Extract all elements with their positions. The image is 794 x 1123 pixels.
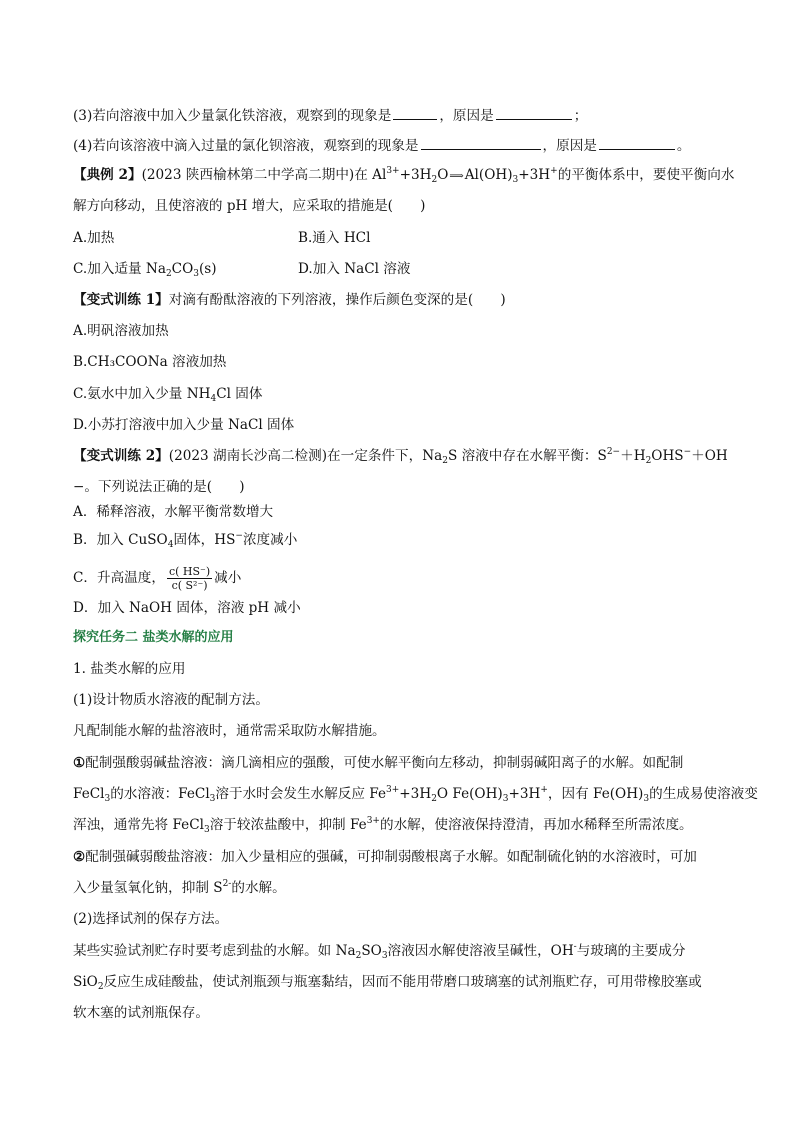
subscript: 3 <box>209 794 216 804</box>
option-d: D．加入 NaOH 固体，溶液 pH 减小 <box>73 600 301 616</box>
charge: 3+ <box>386 166 400 176</box>
task-2-p4-line1 <box>73 847 734 867</box>
option-c-text: CO <box>171 261 194 277</box>
question-3-mid: ，原因是 <box>439 108 494 124</box>
charge: 3+ <box>386 785 400 795</box>
variant-2-option-d <box>73 598 734 618</box>
paragraph-text: (2)选择试剂的保存方法。 <box>73 911 229 927</box>
subscript: 2 <box>645 456 652 466</box>
variant-2-option-c <box>73 562 734 594</box>
variant-1-option-b <box>73 352 734 372</box>
task-2-p3-line1 <box>73 753 734 773</box>
question-4-text: (4)若向该溶液中滴入过量的氯化钡溶液，观察到的现象是 <box>73 138 419 154</box>
formula-part: +3H <box>518 167 551 183</box>
task-2-p6-line2 <box>73 972 734 994</box>
subscript: 3 <box>203 825 210 835</box>
formula-part: SO <box>361 943 382 959</box>
option-a: A.明矾溶液加热 <box>73 323 169 339</box>
variant-2-stem <box>73 446 734 468</box>
task-2-item1 <box>73 659 734 679</box>
paragraph-text: 溶液因水解使溶液呈碱性，OH <box>387 943 574 959</box>
subscript: 3 <box>381 951 388 961</box>
paragraph-text: 配制强碱弱酸盐溶液：加入少量相应的强碱，可抑制弱酸根离子水解。如配制硫化钠的水溶液时，可加 <box>85 849 697 865</box>
task-2-p6-line1 <box>73 941 734 963</box>
variant-2-option-a <box>73 502 734 522</box>
question-4-suffix: 。 <box>676 138 691 154</box>
variant-1-option-c <box>73 384 734 406</box>
paragraph-text: 某些实验试剂贮存时要考虑到盐的水解。如 Na <box>73 943 356 959</box>
list-marker: ② <box>73 849 86 865</box>
charge: − <box>683 447 692 457</box>
question-3-text: (3)若向溶液中加入少量氯化铁溶液，观察到的现象是 <box>73 108 392 124</box>
equilibrium-arrow: ⟹ <box>449 171 464 182</box>
paragraph-text: ，因有 Fe(OH) <box>547 786 644 802</box>
example-2-options-row1 <box>73 228 734 248</box>
paragraph-text: 的生成易使溶液变 <box>649 786 758 802</box>
variant-2-option-b <box>73 530 734 552</box>
variant-1-option-d <box>73 415 734 435</box>
section-heading: 探究任务二 盐类水解的应用 <box>73 630 234 645</box>
option-b-text: 浓度减小 <box>242 532 298 548</box>
task-2-p3-line2 <box>73 784 758 806</box>
subscript: 2 <box>442 456 448 466</box>
task-2-p4-line2 <box>73 878 734 900</box>
example-2-text: 的平衡体系中，要使平衡向水 <box>557 167 735 183</box>
paragraph-text: 凡配制能水解的盐溶液时，通常需采取防水解措施。 <box>73 723 386 739</box>
subscript: 2 <box>165 269 172 279</box>
fraction-denominator: c( S²⁻) <box>171 579 208 592</box>
variant-1-stem <box>73 290 734 310</box>
concentration-ratio <box>167 565 212 592</box>
option-c-text: Cl 固体 <box>216 386 263 402</box>
option-c-text: (s) <box>198 261 217 277</box>
subscript: 3 <box>643 794 650 804</box>
charge: 2− <box>606 447 621 457</box>
variant-2-text: (2023 湖南长沙高二检测)在一定条件下，Na <box>168 448 443 464</box>
formula-part: O <box>437 167 449 183</box>
subscript: 2 <box>355 951 362 961</box>
paragraph-text: 浑浊，通常先将 FeCl <box>73 817 204 833</box>
question-4-mid: ，原因是 <box>542 138 597 154</box>
subscript: 2 <box>431 794 437 804</box>
subscript: 4 <box>210 394 217 404</box>
option-a: A．稀释溶液，水解平衡常数增大 <box>73 504 274 520</box>
question-4 <box>73 134 734 156</box>
paragraph-text: 与玻璃的主要成分 <box>576 943 686 959</box>
task-2-p5 <box>73 909 734 929</box>
formula-part: +3H <box>508 786 541 802</box>
formula-part: O Fe(OH) <box>436 786 503 802</box>
variant-2-text: ＋OH <box>691 448 728 464</box>
option-a: A.加热 <box>73 230 115 246</box>
variant-2-text: 。下列说法正确的是( ) <box>84 479 245 495</box>
charge: − <box>73 479 85 495</box>
option-c-text: 减小 <box>214 570 242 586</box>
paragraph-text: 的水解。 <box>231 880 286 896</box>
fraction-numerator: c( HS⁻) <box>168 565 211 578</box>
question-3 <box>73 104 734 126</box>
subscript: 3 <box>512 175 519 185</box>
subscript: 2 <box>431 175 438 185</box>
option-c-text: C．升高温度， <box>73 570 165 586</box>
answer-blank[interactable] <box>496 104 572 120</box>
subscript: 3 <box>104 794 111 804</box>
paragraph-text: 入少量氢氧化钠，抑制 S <box>73 880 223 896</box>
task-2-p1 <box>73 690 734 710</box>
charge: + <box>540 785 548 795</box>
example-2-line1 <box>73 165 734 187</box>
charge: - <box>573 942 577 952</box>
task-2-p3-line3 <box>73 815 734 837</box>
subscript: 3 <box>502 794 509 804</box>
paragraph-text: 溶于较浓盐酸中，抑制 Fe <box>209 817 367 833</box>
paragraph-text: 的水解，使溶液保持澄清，再加水稀释至所需浓度。 <box>379 817 693 833</box>
task-2-p2 <box>73 721 734 741</box>
option-c <box>73 261 217 277</box>
subscript: 3 <box>193 269 199 279</box>
variant-2-stem-line2 <box>73 477 734 497</box>
paragraph-text: 反应生成硅酸盐，使试剂瓶颈与瓶塞黏结，因而不能用带磨口玻璃塞的试剂瓶贮存，可用带橡胶塞或 <box>103 974 702 990</box>
subscript: 4 <box>167 540 174 550</box>
paragraph-text: 溶于水时会发生水解反应 Fe <box>215 786 386 802</box>
variant-2-label: 【变式训练 2】 <box>73 448 169 464</box>
subscript: 2 <box>97 982 104 992</box>
example-2-text: 解方向移动，且使溶液的 pH 增大，应采取的措施是( ) <box>73 198 426 214</box>
option-b-text: B．加入 CuSO <box>73 532 168 548</box>
option-d: D.加入 NaCl 溶液 <box>298 261 411 277</box>
option-c-text: C.氨水中加入少量 NH <box>73 386 211 402</box>
formula-part: +3H <box>399 786 432 802</box>
example-2-options-row2 <box>73 259 734 281</box>
variant-2-text: OHS <box>651 448 684 464</box>
list-marker: ① <box>73 755 86 771</box>
answer-blank[interactable] <box>421 134 541 150</box>
variant-1-option-a <box>73 321 734 341</box>
variant-1-text: 对滴有酚酞溶液的下列溶液，操作后颜色变深的是( ) <box>168 292 506 308</box>
question-3-suffix: ； <box>573 108 588 124</box>
variant-2-text: ＋H <box>620 448 646 464</box>
variant-2-text: S 溶液中存在水解平衡：S <box>447 448 607 464</box>
paragraph-text: (1)设计物质水溶液的配制方法。 <box>73 692 269 708</box>
paragraph-text: 软木塞的试剂瓶保存。 <box>73 1005 209 1021</box>
formula-part: SiO <box>73 974 98 990</box>
charge: + <box>550 166 558 176</box>
answer-blank[interactable] <box>393 104 437 120</box>
formula-part: +3H <box>399 167 432 183</box>
option-b: B.通入 HCl <box>298 230 371 246</box>
charge: − <box>235 531 243 541</box>
formula-part: Al(OH) <box>464 167 513 183</box>
answer-blank[interactable] <box>599 134 675 150</box>
option-c-text: C.加入适量 Na <box>73 261 166 277</box>
example-2-label: 【典例 2】 <box>73 167 142 183</box>
paragraph-text: 的水溶液：FeCl <box>110 786 210 802</box>
charge: 3+ <box>366 816 380 826</box>
paragraph-text: 配制强酸弱碱盐溶液：滴几滴相应的强酸，可使水解平衡向左移动，抑制弱碱阳离子的水解。如配制 <box>85 755 684 771</box>
charge: 2- <box>222 879 232 889</box>
option-d: D.小苏打溶液中加入少量 NaCl 固体 <box>73 417 295 433</box>
example-2-source: (2023 陕西榆林第二中学高二期中)在 Al <box>141 167 387 183</box>
formula-part: FeCl <box>73 786 105 802</box>
option-b: B.CH₃COONa 溶液加热 <box>73 354 227 370</box>
task-2-heading <box>73 627 734 648</box>
variant-1-label: 【变式训练 1】 <box>73 292 169 308</box>
option-b-text: 固体，HS <box>173 532 236 548</box>
task-2-p6-line3 <box>73 1003 734 1023</box>
example-2-line2 <box>73 196 734 216</box>
subsection-title: 1. 盐类水解的应用 <box>73 661 186 677</box>
